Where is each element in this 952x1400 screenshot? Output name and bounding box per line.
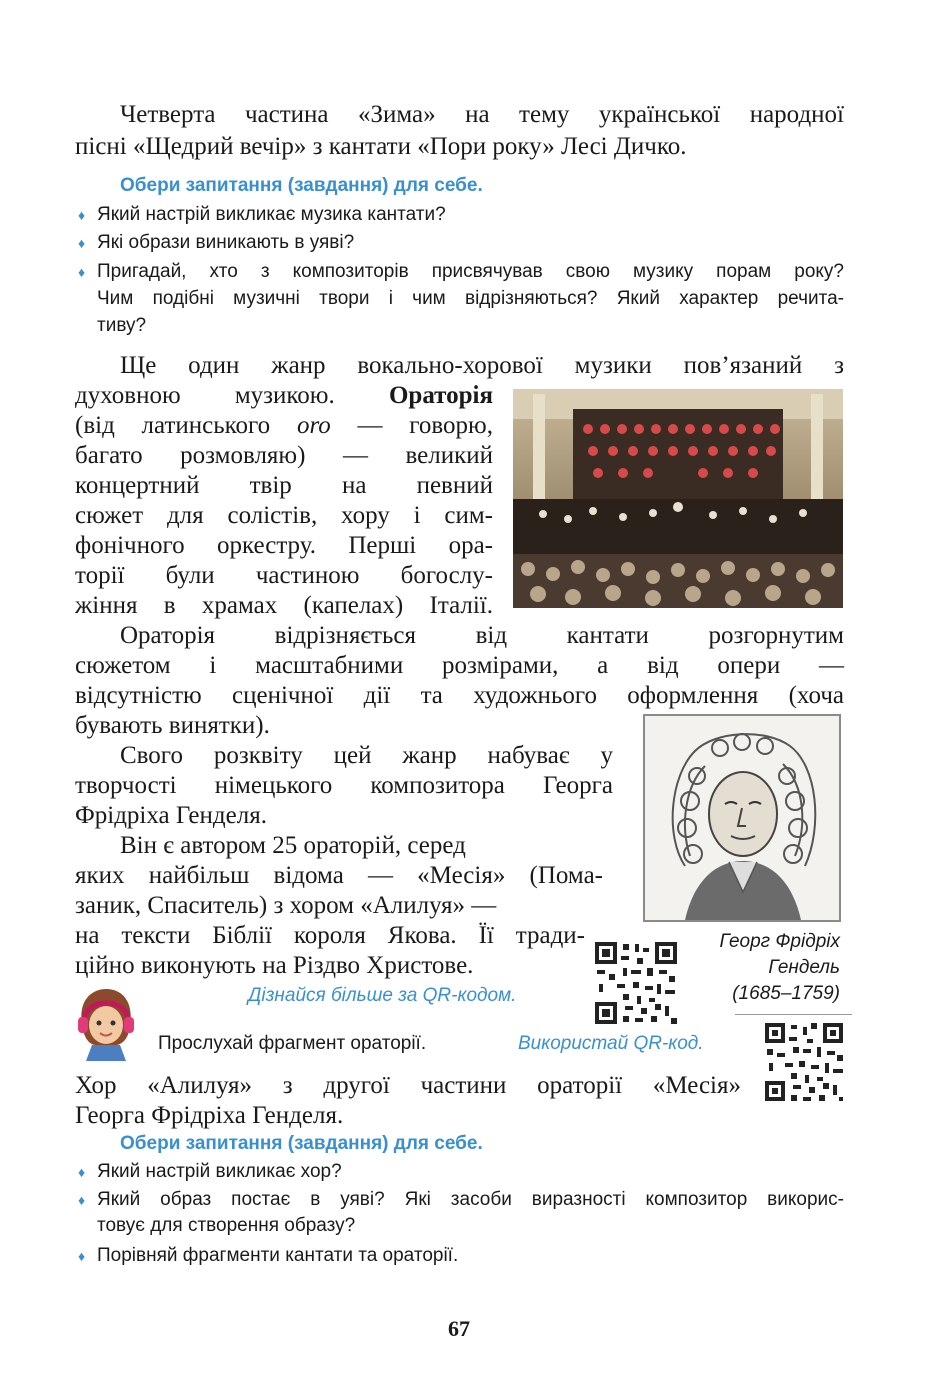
questions-heading: Обери запитання (завдання) для себе. — [120, 175, 483, 196]
text-line: Він є автором 25 ораторій, серед — [120, 832, 466, 859]
text-line: торії були частиною богослу- — [75, 562, 493, 589]
text-run: — говорю, — [330, 412, 493, 439]
text-line: відсутністю сценічної дії та художнього оформлення (хоча — [75, 682, 844, 709]
portrait-caption — [680, 929, 840, 1007]
qr-note: Дізнайся більше за QR-кодом. — [248, 985, 517, 1006]
diamond-bullet-icon: ♦ — [78, 1192, 86, 1208]
text-line: бувають винятки). — [75, 712, 270, 739]
qr-code-icon — [593, 940, 679, 1026]
text-line: сюжет для солістів, хору і сим- — [75, 502, 493, 529]
concert-photo-illustration — [513, 389, 843, 608]
question-item: Який настрій викликає хор? — [97, 1161, 342, 1182]
text-line: Четверта частина «Зима» на тему української народної — [120, 101, 844, 128]
divider — [735, 1014, 852, 1015]
questions-heading: Обери запитання (завдання) для себе. — [120, 1133, 483, 1154]
text-line: Свого розквіту цей жанр набуває у — [120, 742, 613, 769]
text-line: Ораторія відрізняється від кантати розгорнутим — [120, 622, 844, 649]
text-line: жіння в храмах (капелах) Італії. — [75, 592, 493, 619]
text-line — [75, 411, 493, 441]
text-line: на тексти Біблії короля Якова. Її тради- — [75, 922, 585, 949]
text-line: пісні «Щедрий вечір» з кантати «Пори року» Лесі Дичко. — [75, 133, 687, 160]
diamond-bullet-icon: ♦ — [78, 1164, 86, 1180]
text-line: Фрідріха Генделя. — [75, 802, 267, 829]
text-line: ційно виконують на Різдво Христове. — [75, 952, 474, 979]
text-line: заник, Спаситель) з хором «Алилуя» — — [75, 892, 497, 919]
text-line: Хор «Алилуя» з другої частини ораторії «Месія» — [75, 1072, 741, 1099]
text-line: Георга Фрідріха Генделя. — [75, 1102, 344, 1129]
caption-line: Георг Фрідріх — [719, 931, 840, 952]
text-run: (від латинського — [75, 412, 297, 439]
oratorio-intro: Ще один жанр вокально-хорової музики пов’язаний з — [120, 352, 844, 379]
qr-hint: Використай QR-код. — [518, 1033, 704, 1054]
caption-line: Гендель — [768, 957, 840, 978]
text-line: яких найбільш відома — «Месія» (Пома- — [75, 862, 603, 889]
text-line: творчості німецького композитора Георга — [75, 772, 613, 799]
text-line — [75, 381, 493, 411]
caption-line: (1685–1759) — [732, 983, 840, 1004]
text-line: багато розмовляю) — великий — [75, 442, 493, 469]
text-line: концертний твір на певний — [75, 472, 493, 499]
question-item-cont: тиву? — [97, 315, 147, 336]
question-item: Пригадай, хто з композиторів присвячував свою музику порам року? — [97, 261, 844, 282]
term-oratorio: Ораторія — [388, 382, 493, 409]
question-item: Порівняй фрагменти кантати та ораторії. — [97, 1245, 459, 1266]
text-line: фонічного оркестру. Перші ора- — [75, 532, 493, 559]
diamond-bullet-icon: ♦ — [78, 264, 86, 280]
diamond-bullet-icon: ♦ — [78, 1248, 86, 1264]
qr-code-2[interactable] — [763, 1021, 845, 1103]
latin-word: oro — [296, 412, 331, 439]
handel-portrait — [643, 714, 841, 922]
concert-photo — [513, 389, 843, 608]
question-item-cont: Чим подібні музичні твори і чим відрізняються? Який характер речита- — [97, 288, 844, 309]
qr-code-1[interactable] — [593, 940, 679, 1026]
page-number: 67 — [448, 1316, 470, 1341]
question-item: Який образ постає в уяві? Які засоби виразності композитор викорис- — [97, 1189, 844, 1210]
handel-portrait-illustration — [645, 716, 839, 920]
diamond-bullet-icon: ♦ — [78, 235, 86, 251]
qr-code-icon — [763, 1021, 845, 1103]
mascot-girl — [70, 985, 142, 1061]
text-line: сюжетом і масштабними розмірами, а від опери — — [75, 652, 844, 679]
diamond-bullet-icon: ♦ — [78, 207, 86, 223]
text-run: духовною музикою. — [75, 382, 389, 409]
question-item-cont: товує для створення образу? — [97, 1215, 356, 1236]
girl-headphones-icon — [70, 985, 142, 1061]
listen-label: Прослухай фрагмент ораторії. — [158, 1033, 427, 1054]
question-item: Які образи виникають в уяві? — [97, 232, 355, 253]
question-item: Який настрій викликає музика кантати? — [97, 204, 446, 225]
